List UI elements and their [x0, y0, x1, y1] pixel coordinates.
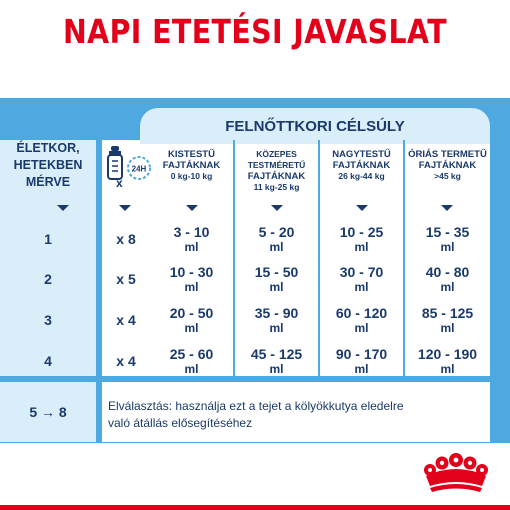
value-unit: ml	[354, 321, 369, 335]
value-range: 45 - 125	[250, 346, 303, 362]
value-unit: ml	[354, 362, 369, 376]
age-header	[0, 140, 96, 191]
column-weight: 11 kg-25 kg	[253, 182, 300, 192]
row-age: 2	[44, 271, 52, 287]
row-value	[320, 225, 403, 255]
value-range: 15 - 35	[425, 224, 470, 240]
column-sub: FAJTÁKNAK	[247, 171, 306, 182]
row-age: 1	[44, 231, 52, 247]
row-age: 4	[44, 353, 52, 369]
row-value	[405, 306, 490, 336]
row-value	[405, 265, 490, 295]
row-feeds: x 4	[116, 312, 136, 328]
row-value	[320, 347, 403, 377]
column-weight: >45 kg	[434, 171, 461, 181]
times-symbol: x	[116, 176, 123, 190]
row-value	[150, 225, 233, 255]
value-unit: ml	[354, 240, 369, 254]
row-feeds: x 5	[116, 271, 136, 287]
column-weight: 26 kg-44 kg	[338, 171, 385, 181]
column-sub: FAJTÁKNAK	[332, 160, 391, 171]
value-unit: ml	[440, 321, 455, 335]
value-range: 3 - 10	[173, 224, 210, 240]
value-unit: ml	[269, 280, 284, 294]
row-age: 3	[44, 312, 52, 328]
row-value	[405, 347, 490, 377]
row-value	[235, 265, 318, 295]
value-range: 40 - 80	[425, 264, 470, 280]
weaning-note-line: Elválasztás: használja ezt a tejet a kölyökkutya eledelre	[108, 399, 404, 413]
column-name: KISTESTŰ	[168, 149, 215, 160]
value-range: 5 - 20	[258, 224, 295, 240]
value-unit: ml	[184, 362, 199, 376]
value-range: 15 - 50	[254, 264, 299, 280]
column-down-arrow	[271, 205, 283, 211]
weaning-note-line: való átállás elősegítéséhez	[108, 416, 253, 430]
age-down-arrow	[57, 205, 69, 211]
feeds-down-arrow	[119, 205, 131, 211]
target-weight-header: FELNŐTTKORI CÉLSÚLY	[140, 108, 490, 144]
row-value	[320, 306, 403, 336]
column-weight: 0 kg-10 kg	[170, 171, 213, 181]
value-unit: ml	[269, 240, 284, 254]
value-unit: ml	[440, 280, 455, 294]
value-range: 85 - 125	[421, 305, 474, 321]
crown-logo-icon	[420, 452, 492, 496]
age-header-line: ÉLETKOR,	[16, 141, 80, 155]
column-header-small	[150, 149, 233, 182]
column-name: NAGYTESTŰ	[332, 149, 391, 160]
value-range: 60 - 120	[335, 305, 388, 321]
age-header-line: HETEKBEN	[13, 158, 83, 172]
column-header-large	[320, 149, 403, 182]
weaning-age: 5 → 8	[29, 404, 67, 420]
value-range: 90 - 170	[335, 346, 388, 362]
value-range: 120 - 190	[417, 346, 478, 362]
baby-bottle-icon	[104, 146, 126, 180]
column-sub: FAJTÁKNAK	[162, 160, 221, 171]
column-down-arrow	[441, 205, 453, 211]
value-range: 10 - 25	[339, 224, 384, 240]
value-unit: ml	[184, 321, 199, 335]
value-range: 30 - 70	[339, 264, 384, 280]
column-sub: FAJTÁKNAK	[418, 160, 477, 171]
row-value	[150, 306, 233, 336]
value-range: 10 - 30	[169, 264, 214, 280]
value-range: 25 - 60	[169, 346, 214, 362]
column-down-arrow	[356, 205, 368, 211]
column-down-arrow	[186, 205, 198, 211]
value-range: 35 - 90	[254, 305, 299, 321]
row-value	[235, 306, 318, 336]
row-value	[235, 347, 318, 377]
row-value	[320, 265, 403, 295]
row-value	[235, 225, 318, 255]
value-unit: ml	[354, 280, 369, 294]
value-unit: ml	[184, 280, 199, 294]
column-name: KÖZEPES TESTMÉRETŰ	[247, 149, 306, 170]
column-name: ÓRIÁS TERMETŰ	[408, 149, 487, 160]
value-unit: ml	[184, 240, 199, 254]
svg-text:24H: 24H	[131, 164, 147, 174]
value-unit: ml	[440, 362, 455, 376]
value-range: 20 - 50	[169, 305, 214, 321]
value-unit: ml	[269, 362, 284, 376]
value-unit: ml	[440, 240, 455, 254]
row-value	[150, 347, 233, 377]
row-value	[150, 265, 233, 295]
row-value	[405, 225, 490, 255]
value-unit: ml	[269, 321, 284, 335]
bottom-red-bar	[0, 505, 510, 510]
column-header-giant	[405, 149, 490, 182]
row-feeds: x 4	[116, 353, 136, 369]
clock-24h-icon	[126, 155, 152, 181]
row-feeds: x 8	[116, 231, 136, 247]
weaning-note	[108, 398, 478, 432]
age-header-line: MÉRVE	[25, 175, 71, 189]
page-title: NAPI ETETÉSI JAVASLAT	[63, 12, 447, 51]
column-header-medium	[235, 149, 318, 193]
